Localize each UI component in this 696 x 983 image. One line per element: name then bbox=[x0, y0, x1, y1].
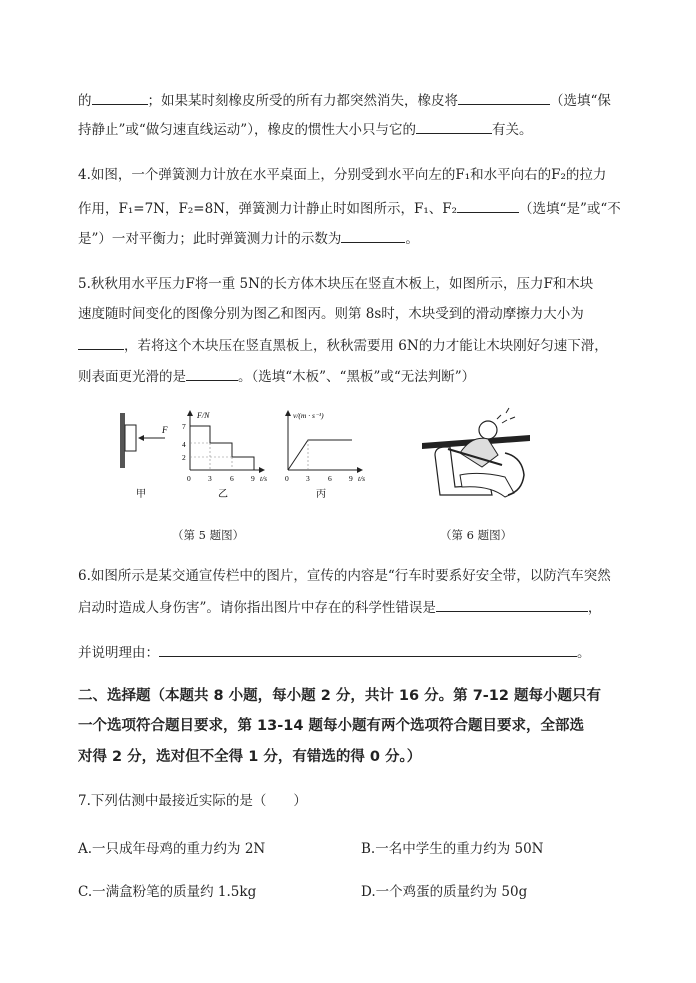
figure-5-caption: （第 5 题图） bbox=[172, 528, 245, 542]
answer-blank[interactable] bbox=[458, 90, 550, 105]
figure-bing-label: 丙 bbox=[316, 489, 326, 500]
force-step-line bbox=[190, 426, 254, 470]
x-axis-arrow bbox=[357, 467, 363, 473]
q3-line-2 bbox=[78, 119, 532, 140]
q7-option-c[interactable]: C.一满盒粉笔的质量约 1.5kg bbox=[78, 884, 257, 900]
section-2-heading-line-2: 一个选项符合题目要求，第 13-14 题每小题有两个选项符合题目要求，全部选 bbox=[78, 718, 584, 734]
force-arrowhead bbox=[138, 435, 144, 441]
x-tick-label: 3 bbox=[208, 474, 212, 483]
q7-option-a[interactable]: A.一只成年母鸡的重力约为 2N bbox=[78, 841, 266, 857]
q4-text-2b: （选填“是”或“不 bbox=[519, 201, 621, 217]
answer-blank[interactable] bbox=[159, 642, 577, 657]
section-2-heading-line-3: 对得 2 分，选对但不全得 1 分，有错选的得 0 分。） bbox=[78, 749, 422, 765]
x-tick-label: 6 bbox=[230, 474, 234, 483]
x-tick-label: 0 bbox=[285, 474, 289, 483]
y-axis-label: v/(m · s⁻¹) bbox=[293, 411, 324, 420]
q7-option-b[interactable]: B.一名中学生的重力约为 50N bbox=[361, 841, 544, 857]
x-axis-label: t/s bbox=[358, 474, 366, 483]
answer-blank[interactable] bbox=[341, 228, 405, 243]
y-tick-label: 4 bbox=[182, 440, 186, 449]
q6-text-2b: ， bbox=[587, 600, 602, 616]
x-tick-label: 9 bbox=[349, 474, 353, 483]
q6-line-2 bbox=[78, 597, 601, 618]
x-tick-label: 3 bbox=[306, 474, 310, 483]
q4-line-1: 4.如图，一个弹簧测力计放在水平桌面上，分别受到水平向左的F₁和水平向右的F₂的拉力 bbox=[78, 167, 607, 183]
q6-line-1: 6.如图所示是某交通宣传栏中的图片，宣传的内容是“行车时要系好安全带，以防汽车突然 bbox=[78, 568, 611, 584]
passenger-head bbox=[479, 421, 497, 439]
q3-text-1b: ；如果某时刻橡皮所受的所有力都突然消失，橡皮将 bbox=[147, 93, 458, 109]
figures-area bbox=[110, 405, 640, 505]
q6-text-3b: 。 bbox=[577, 645, 591, 661]
figure-yi-label: 乙 bbox=[218, 489, 228, 500]
q5-text-3: ，若将这个木块压在竖直黑板上，秋秋需要用 6N的力才能让木块刚好匀速下滑， bbox=[124, 338, 608, 354]
answer-blank[interactable] bbox=[436, 597, 588, 612]
figure-6-caption: （第 6 题图） bbox=[440, 528, 513, 542]
figure-jia-label: 甲 bbox=[136, 489, 146, 500]
q3-text-1c: （选填“保 bbox=[550, 93, 611, 109]
q6-text-3a: 并说明理由： bbox=[78, 645, 159, 661]
y-tick-label: 2 bbox=[182, 453, 186, 462]
q5-text-4a: 则表面更光滑的是 bbox=[78, 369, 186, 385]
x-axis-label: t/s bbox=[260, 474, 268, 483]
x-tick-label: 9 bbox=[251, 474, 255, 483]
answer-blank[interactable] bbox=[457, 198, 519, 213]
q3-text-1a: 的 bbox=[78, 93, 92, 109]
q5-line-4 bbox=[78, 366, 475, 387]
q5-line-2: 速度随时间变化的图像分别为图乙和图丙。则第 8s时，木块受到的滑动摩擦力大小为 bbox=[78, 306, 584, 322]
q4-text-3b: 。 bbox=[405, 231, 419, 247]
y-axis-arrow bbox=[285, 410, 291, 416]
x-tick-label: 0 bbox=[187, 474, 191, 483]
q5-line-1: 5.秋秋用水平压力F将一重 5N的长方体木块压在竖直木板上，如图所示，压力F和木块 bbox=[78, 276, 594, 292]
q4-text-3a: 是”）一对平衡力；此时弹簧测力计的示数为 bbox=[78, 231, 342, 247]
answer-blank[interactable] bbox=[78, 335, 124, 350]
q6-text-2a: 启动时造成人身伤害”。请你指出图片中存在的科学性错误是 bbox=[78, 600, 436, 616]
y-tick-label: 7 bbox=[182, 422, 186, 431]
figure-6-car-illustration bbox=[418, 407, 530, 503]
q7-stem: 7.下列估测中最接近实际的是（ ） bbox=[78, 793, 307, 809]
answer-blank[interactable] bbox=[416, 119, 492, 134]
q6-line-3 bbox=[78, 642, 591, 663]
figure-bing bbox=[285, 410, 365, 500]
q7-option-d[interactable]: D.一个鸡蛋的质量约为 50g bbox=[361, 884, 528, 900]
q3-text-2b: 有关。 bbox=[491, 122, 533, 138]
q4-line-2 bbox=[78, 198, 621, 219]
q5-line-3 bbox=[78, 335, 608, 356]
answer-blank[interactable] bbox=[92, 90, 148, 105]
q4-text-2a: 作用，F₁=7N，F₂=8N，弹簧测力计静止时如图所示，F₁、F₂ bbox=[78, 201, 458, 217]
velocity-line bbox=[288, 440, 352, 470]
x-axis-arrow bbox=[259, 467, 265, 473]
force-label: F bbox=[162, 425, 168, 435]
section-2-heading-line-1: 二、选择题（本题共 8 小题，每小题 2 分，共计 16 分。第 7-12 题每小题只有 bbox=[78, 688, 602, 704]
y-axis-label: F/N bbox=[197, 411, 210, 420]
q5-text-4b: 。（选填“木板”、“黑板”或“无法判断”） bbox=[238, 369, 476, 385]
wooden-block bbox=[125, 425, 136, 451]
answer-blank[interactable] bbox=[186, 366, 238, 381]
q4-line-3 bbox=[78, 228, 419, 249]
y-axis-arrow bbox=[187, 410, 193, 416]
figure-jia bbox=[120, 413, 168, 500]
q3-line-1 bbox=[78, 90, 611, 111]
q3-text-2a: 持静止”或“做匀速直线运动”），橡皮的惯性大小只与它的 bbox=[78, 122, 416, 138]
figure-yi bbox=[182, 410, 267, 500]
wall bbox=[120, 413, 125, 468]
x-tick-label: 6 bbox=[328, 474, 332, 483]
